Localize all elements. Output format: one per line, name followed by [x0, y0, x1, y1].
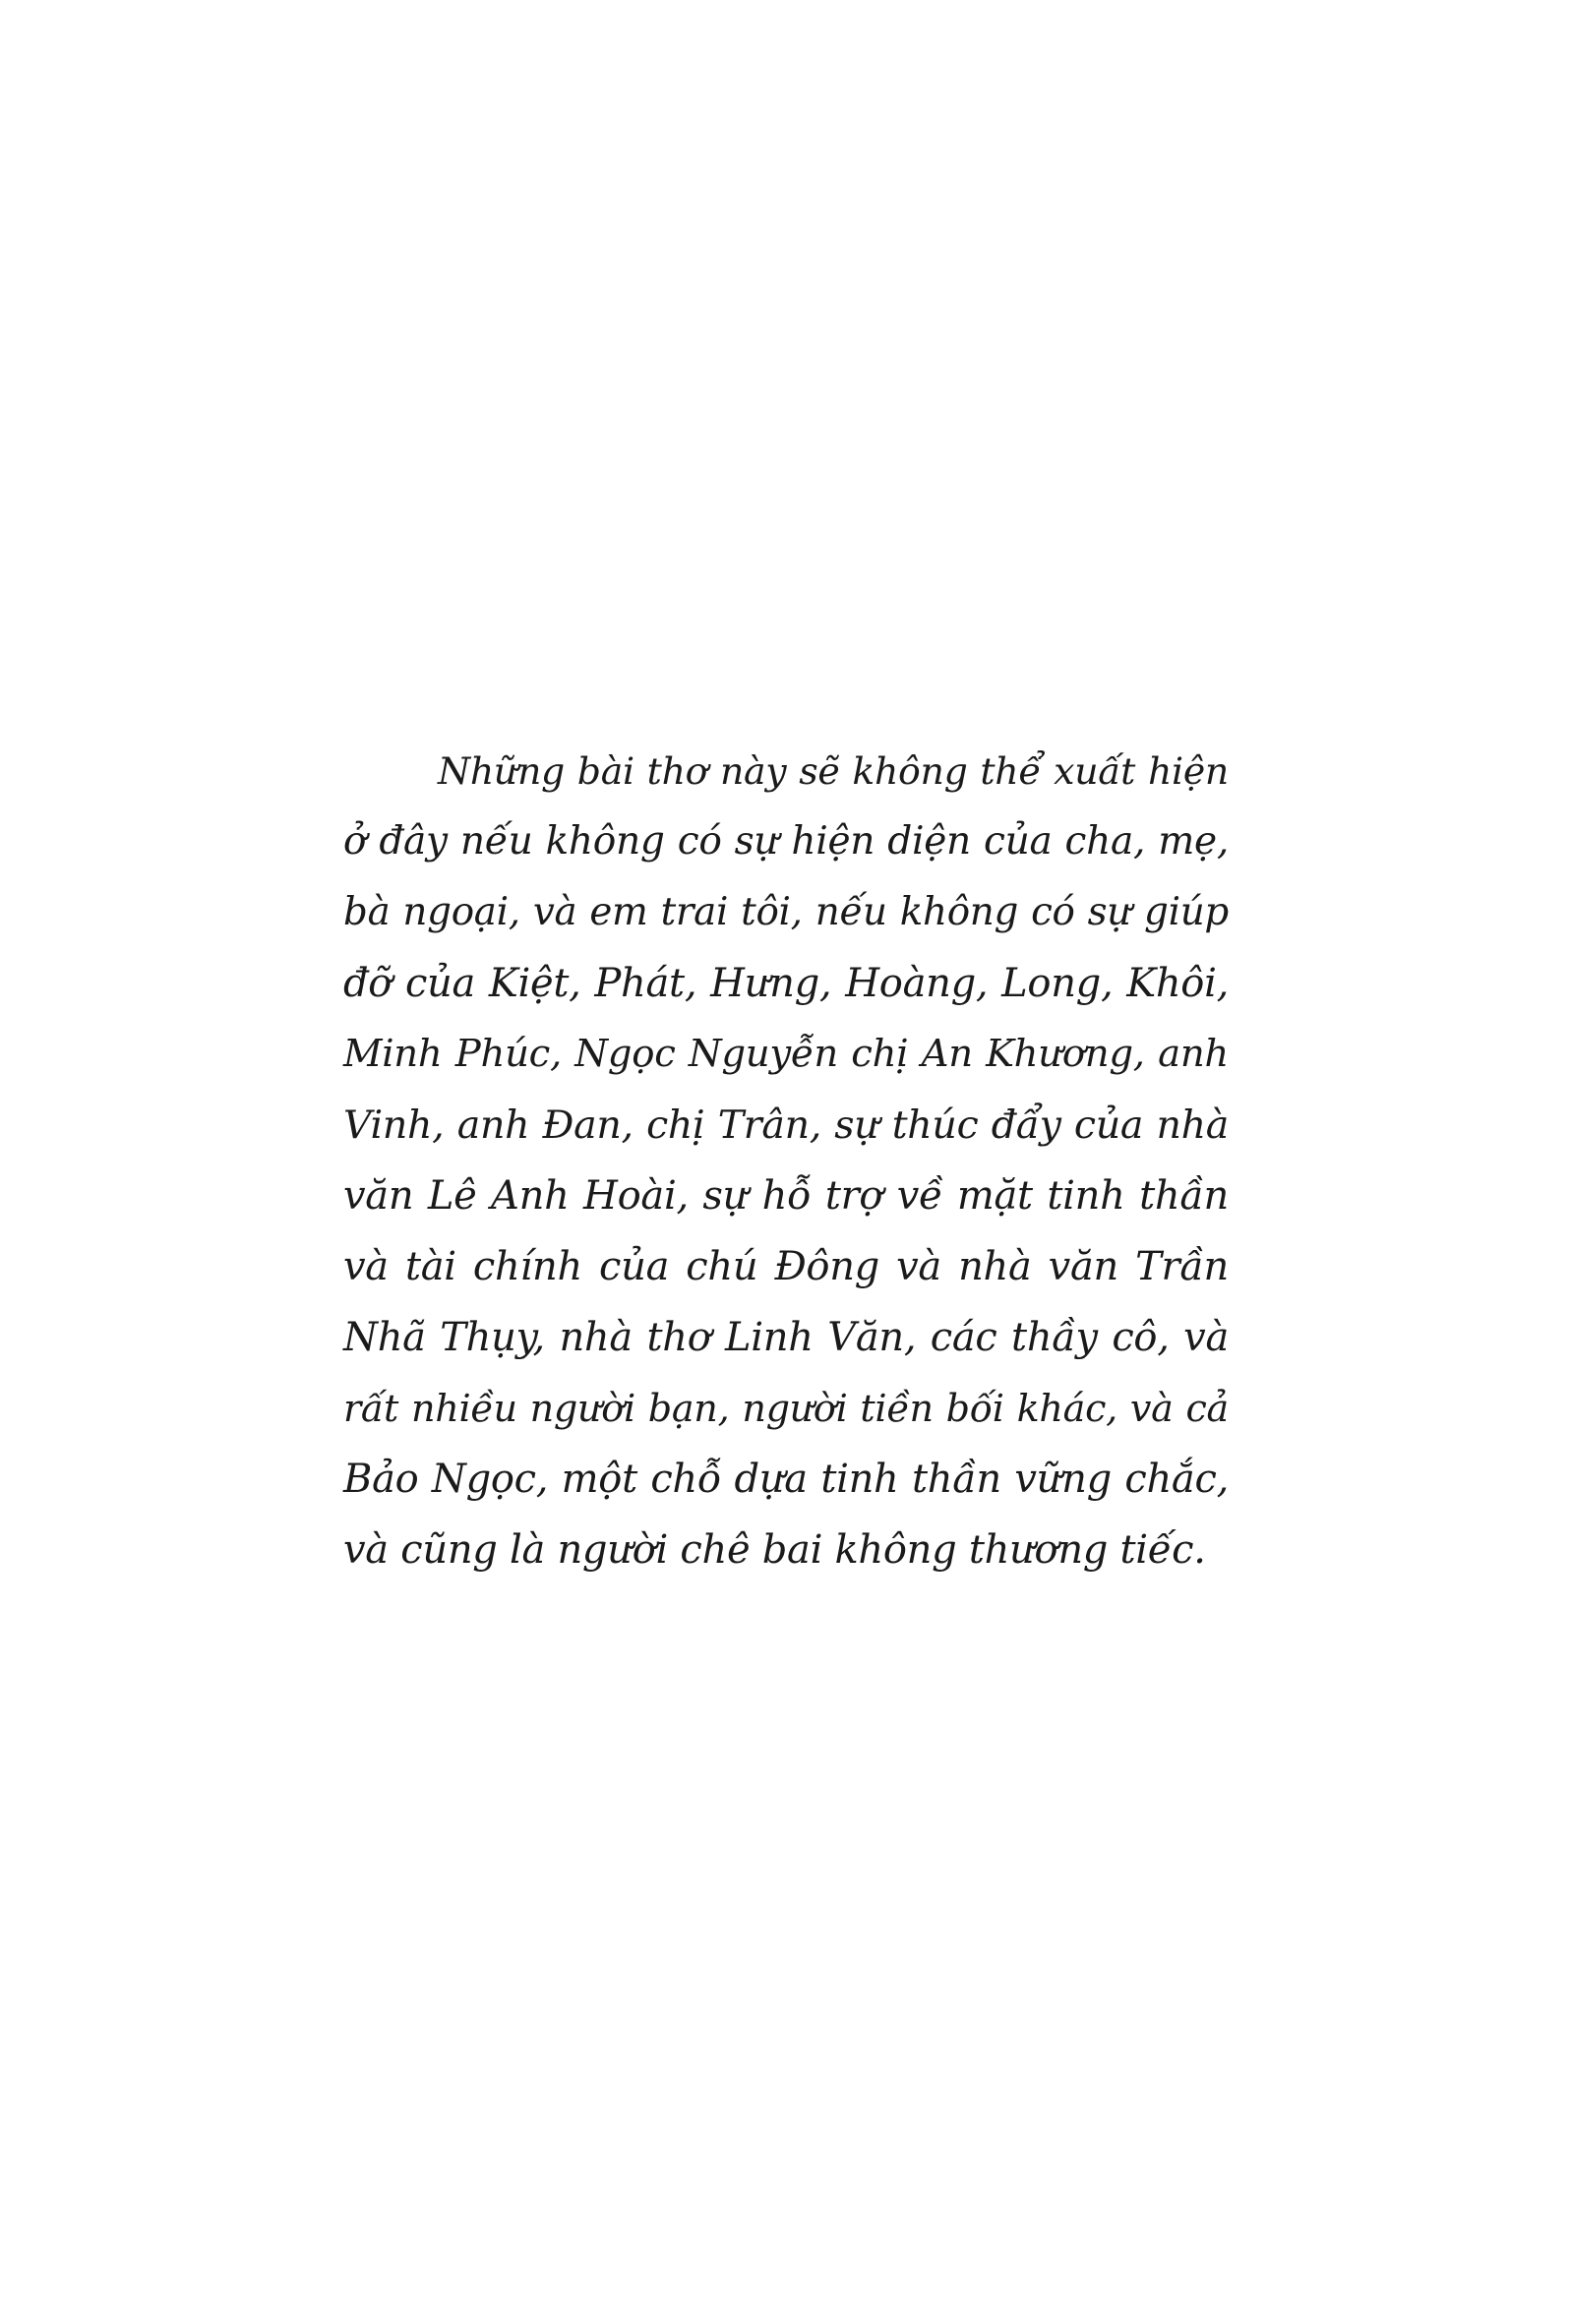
dedication-line: bà ngoại, và em trai tôi, nếu không có sự giúp	[343, 890, 1229, 934]
dedication-line: Vinh, anh Đan, chị Trân, sự thúc đẩy của nhà	[343, 1102, 1229, 1148]
dedication-line: Nhã Thụy, nhà thơ Linh Văn, các thầy cô, và	[343, 1315, 1229, 1360]
dedication-line: rất nhiều người bạn, người tiền bối khác, và cả	[343, 1387, 1229, 1430]
dedication-line: Những bài thơ này sẽ không thể xuất hiện	[438, 749, 1229, 793]
dedication-paragraph	[343, 736, 1229, 1585]
dedication-line: Minh Phúc, Ngọc Nguyễn chị An Khương, anh	[343, 1032, 1229, 1076]
dedication-line: đỡ của Kiệt, Phát, Hưng, Hoàng, Long, Khôi,	[343, 961, 1229, 1006]
dedication-line: và tài chính của chú Đông và nhà văn Trần	[343, 1244, 1229, 1289]
dedication-line: ở đây nếu không có sự hiện diện của cha, mẹ,	[343, 819, 1229, 864]
dedication-line: Bảo Ngọc, một chỗ dựa tinh thần vững chắc,	[343, 1457, 1229, 1502]
dedication-line: và cũng là người chê bai không thương tiếc.	[343, 1527, 1206, 1573]
dedication-line: văn Lê Anh Hoài, sự hỗ trợ về mặt tinh thần	[343, 1173, 1229, 1219]
